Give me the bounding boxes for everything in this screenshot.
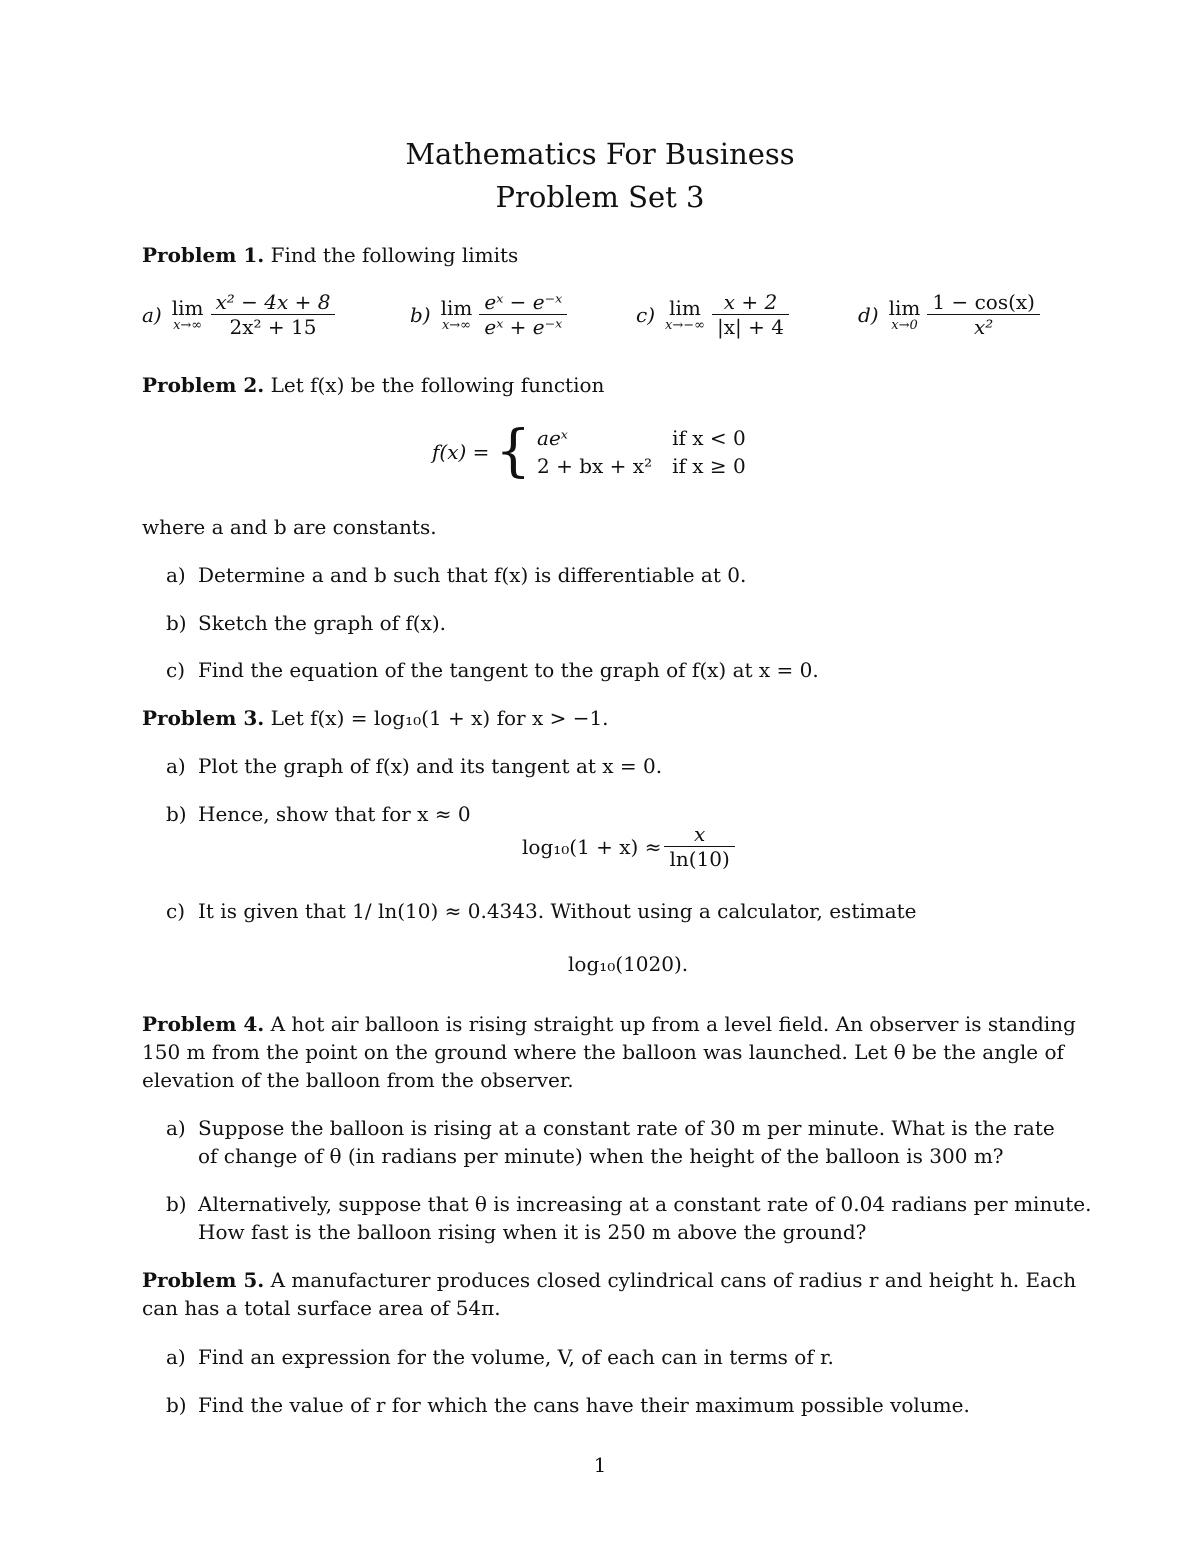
problem-5-line-2: can has a total surface area of 54π. <box>142 1296 501 1320</box>
limit-a-fraction: $\frac{\text{x² − 4x + 8}}{\text{2x² + 15}}$ <box>211 290 336 339</box>
limit-c-fraction: $\frac{x + 2}{|x| + 4}$ <box>712 290 789 339</box>
limit-a-operator: lim x→∞ <box>171 295 204 333</box>
problem-4-item-b-cont: How fast is the balloon rising when it is 250 m above the ground? <box>198 1220 867 1244</box>
problem-5-item-b: b) Find the value of r for which the cans have their maximum possible volume. <box>166 1393 970 1417</box>
limit-d-operator: lim x→0 <box>888 295 921 333</box>
document-subtitle: Problem Set 3 <box>495 180 705 214</box>
problem-5-line-1: Problem 5. A manufacturer produces closed cylindrical cans of radius r and height h. Each <box>142 1268 1077 1292</box>
log-approximation <box>522 822 738 871</box>
problem-3-item-a: a) Plot the graph of f(x) and its tangent at x = 0. <box>166 754 663 778</box>
limit-b <box>410 290 570 339</box>
problem-4-item-a: a) Suppose the balloon is rising at a constant rate of 30 m per minute. What is the rate <box>166 1116 1055 1140</box>
limit-a <box>142 290 338 339</box>
case-2-condition: if x ≥ 0 <box>672 454 746 478</box>
limit-b-operator: lim x→∞ <box>440 295 473 333</box>
problem-3-intro <box>142 704 609 732</box>
problem-1-heading: Problem 1. <box>142 243 265 267</box>
problem-4-line-2: 150 m from the point on the ground where the balloon was launched. Let θ be the angle of <box>142 1040 1064 1064</box>
problem-3-item-b: b) Hence, show that for x ≈ 0 <box>166 802 471 826</box>
limit-c-label: c) <box>636 302 656 327</box>
problem-2-text: Let f(x) be the following function <box>270 373 605 397</box>
problem-2-where: where a and b are constants. <box>142 515 437 539</box>
page-number: 1 <box>593 1453 607 1477</box>
document-title: Mathematics For Business <box>405 137 795 171</box>
limit-d-fraction: $\frac{1 - \cos(x)}{\text{x²}}$ <box>927 290 1040 339</box>
problem-4-item-a-cont: of change of θ (in radians per minute) when the height of the balloon is 300 m? <box>198 1144 1004 1168</box>
limit-b-label: b) <box>410 302 431 327</box>
log-approx-lhs: log₁₀(1 + x) ≈ <box>522 834 662 859</box>
limit-d <box>858 290 1043 339</box>
problem-4-item-b: b) Alternatively, suppose that θ is increasing at a constant rate of 0.04 radians per minute. <box>166 1192 1092 1216</box>
problem-2-item-b: b) Sketch the graph of f(x). <box>166 611 447 635</box>
log-1020-expression: log₁₀(1020). <box>568 952 689 976</box>
case-1-expression: aeˣ <box>537 426 568 450</box>
problem-5-heading: Problem 5. <box>142 1268 265 1292</box>
problem-2-intro <box>142 371 604 399</box>
problem-3-text: Let f(x) = log₁₀(1 + x) for x > −1. <box>270 706 609 730</box>
piecewise-definition <box>432 419 766 484</box>
problem-1-intro <box>142 241 518 269</box>
case-2-expression: 2 + bx + x² <box>537 454 653 478</box>
limit-b-fraction: $\frac{\text{eˣ − e⁻ˣ}}{\text{eˣ + e⁻ˣ}}$ <box>479 290 567 339</box>
piecewise-lhs: f(x) = <box>432 440 490 464</box>
problem-2-item-a: a) Determine a and b such that f(x) is differentiable at 0. <box>166 563 747 587</box>
limit-d-label: d) <box>858 302 879 327</box>
problem-3-heading: Problem 3. <box>142 706 265 730</box>
left-brace: { <box>495 419 532 484</box>
piecewise-cases <box>537 424 766 480</box>
log-approx-fraction: $\frac{x}{\ln(10)}$ <box>664 822 734 871</box>
problem-4-heading: Problem 4. <box>142 1012 265 1036</box>
limit-a-label: a) <box>142 302 162 327</box>
limit-c <box>636 290 792 339</box>
problem-3-item-c: c) It is given that 1/ ln(10) ≈ 0.4343. Without using a calculator, estimate <box>166 899 917 923</box>
problem-2-item-c: c) Find the equation of the tangent to the graph of f(x) at x = 0. <box>166 658 819 682</box>
problem-2-heading: Problem 2. <box>142 373 265 397</box>
limit-c-operator: lim x→−∞ <box>665 295 705 333</box>
problem-1-text: Find the following limits <box>270 243 519 267</box>
problem-4-line-3: elevation of the balloon from the observer. <box>142 1068 574 1092</box>
problem-5-item-a: a) Find an expression for the volume, V, of each can in terms of r. <box>166 1345 834 1369</box>
case-1-condition: if x < 0 <box>672 426 746 450</box>
problem-4-line-1: Problem 4. A hot air balloon is rising straight up from a level field. An observer is standing <box>142 1012 1076 1036</box>
